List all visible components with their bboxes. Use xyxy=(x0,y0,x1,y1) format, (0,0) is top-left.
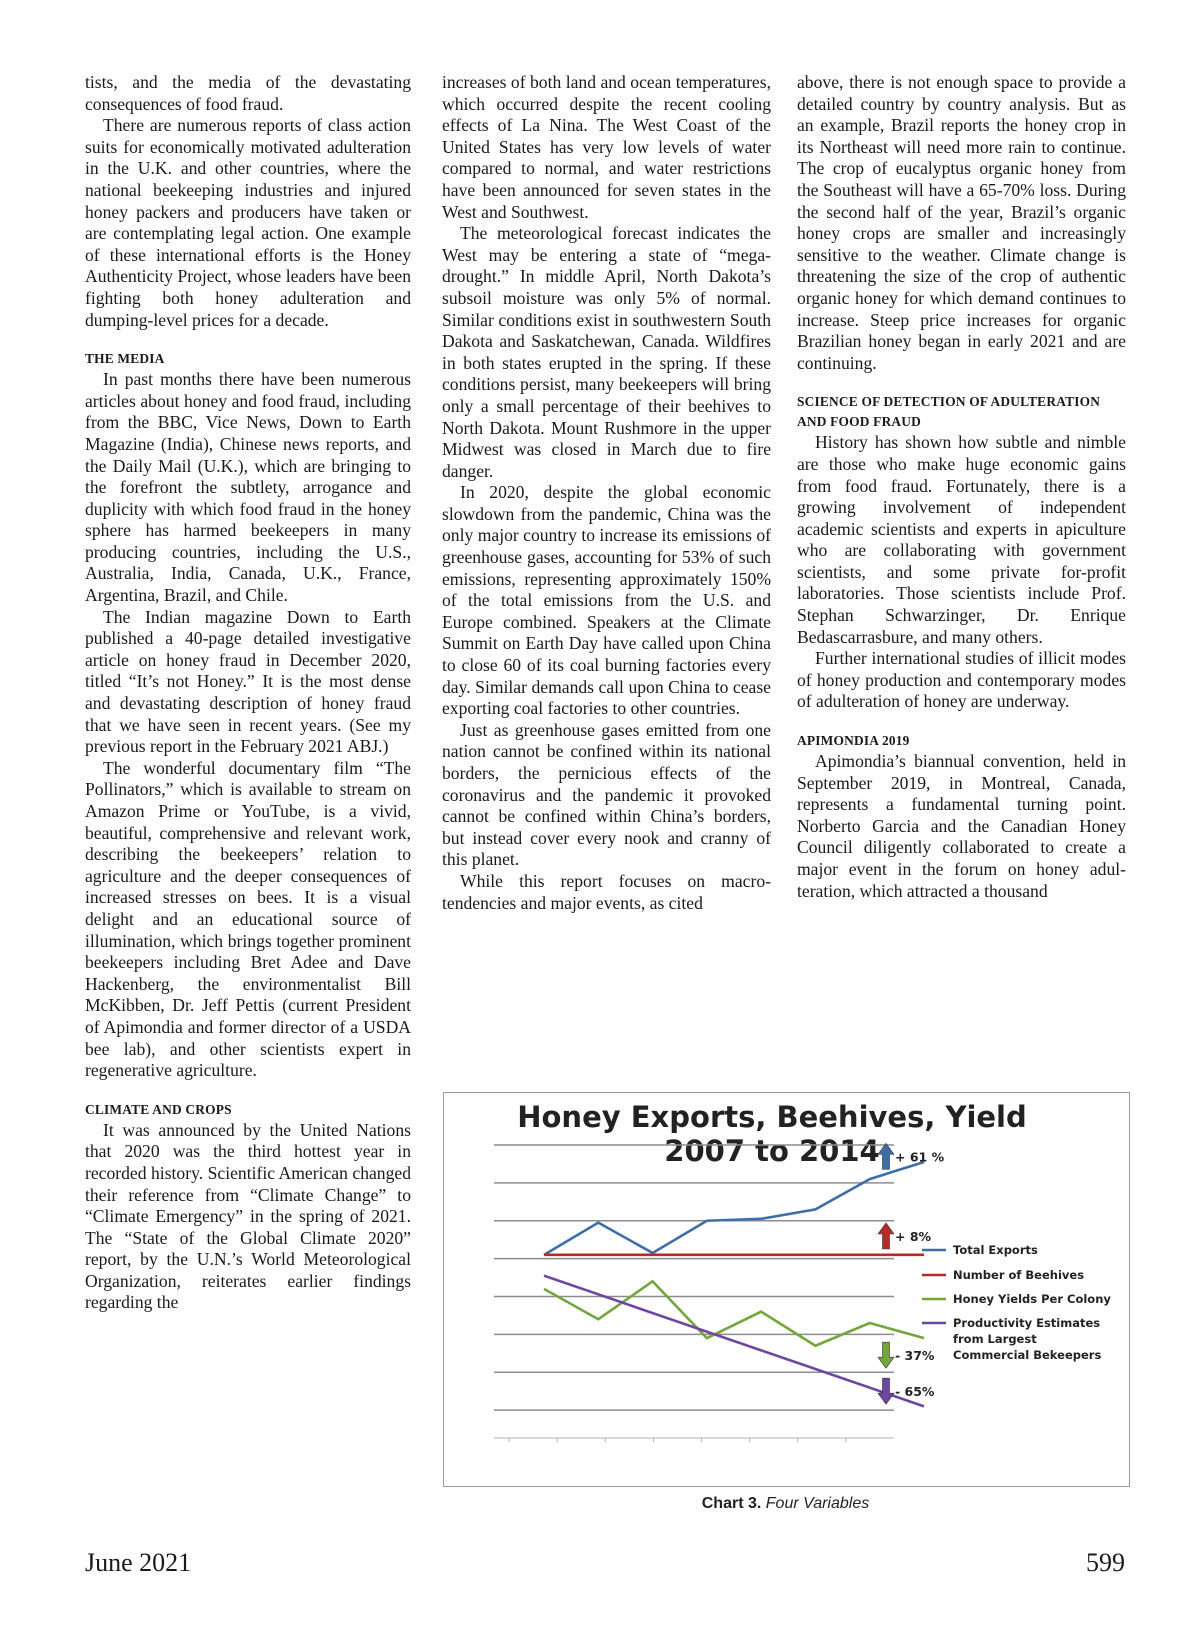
annotation-label-3: - 37% xyxy=(895,1348,935,1364)
section-heading-the-media: THE MEDIA xyxy=(85,351,165,367)
paragraph: Apimondia’s biannual convention, held in September 2019, in Montreal, Canada, represents a fundamental turning point. Norberto Garcia and the Canadian Honey Council diligently collaborated to create a major event in the forum on honey adulteration, which attracted a thousand xyxy=(797,751,1126,901)
annotation-label-2: + 8% xyxy=(895,1228,932,1244)
paragraph: increases of both land and ocean temperatures, which occurred despite the recent cooling effects of La Nina. The West Coast of the United States has very low levels of water compared to normal, and water restrictions have been announced for seven states in the West and Southwest. xyxy=(442,72,771,222)
legend-label-4: Productivity Estimates from Largest Commercial Bekeepers xyxy=(953,1316,1102,1362)
paragraph: There are numerous reports of class action suits for economically motivated adulteration in the U.K. and other countries, where the national beekeeping industries and injured honey packers and producers have taken or are contemplating legal action. One example of these international efforts is the Honey Authenticity Project, whose leaders have been fighting both honey adulteration and dumping-level prices for a decade. xyxy=(85,115,411,330)
annotation-label-4: - 65% xyxy=(895,1384,935,1400)
paragraph: The meteorological forecast indicates the West may be entering a state of “mega-drought.” In middle April, North Dakota’s subsoil moisture was only 5% of normal. Similar conditions exist in southwestern South Dakota and Saskatchewan, Canada. Wildfires in both states erupted in the spring. If these conditions persist, many beekeepers will bring only a small percentage of their beehives to North Dakota. Mount Rushmore in the upper Midwest was closed in March due to fire danger. xyxy=(442,223,771,481)
paragraph: Further international studies of illicit modes of honey production and contemporary modes of adulteration of honey are underway. xyxy=(797,648,1126,712)
paragraph: History has shown how subtle and nimble are those who make huge economic gains from food fraud. Fortunately, there is a growing involvement of independent academic scientists and experts in apiculture who are collaborating with government scientists, and some private for-profit laboratories. Those scientists include Prof. Stephan Schwarzinger, Dr. Enrique Bedascarrasbure, and many others. xyxy=(797,432,1126,647)
chart-caption xyxy=(443,1495,1128,1513)
paragraph: It was announced by the United Nations that 2020 was the third hottest year in recorded history. Scientific American changed their reference from “Climate Change” to “Climate Emergency” in the spring of 2021. The “State of the Global Climate 2020” report, by the U.N.’s World Meteorological Organization, reiterates earlier findings regarding the xyxy=(85,1119,411,1313)
paragraph: In 2020, despite the global economic slowdown from the pandemic, China was the only major country to increase its emissions of greenhouse gases, accounting for 53% of such emissions, representing approximately 150% of the total emissions from the U.S. and Europe combined. Speakers at the Climate Summit on Earth Day have called upon China to close 60 of its coal burning factories every day. Similar demands call upon China to cease exporting coal factories to other countries. xyxy=(442,482,771,719)
series-line-1 xyxy=(544,1162,924,1255)
footer-date: June 2021 xyxy=(85,1548,192,1577)
series-line-4 xyxy=(544,1276,924,1407)
chart-canvas xyxy=(444,1093,1129,1486)
footer-page-number: 599 xyxy=(1086,1548,1125,1577)
chart-title: Honey Exports, Beehives, Yield xyxy=(517,1100,1027,1134)
paragraph: While this report focuses on macro-tendencies and major events, as cited xyxy=(442,870,771,913)
chart-subtitle: 2007 to 2014 xyxy=(664,1134,880,1168)
chart-caption-label: Chart 3. xyxy=(701,1495,762,1512)
paragraph: The Indian magazine Down to Earth published a 40-page detailed investigative article on honey fraud in December 2020, titled “It’s not Honey.” It is the most dense and devastating description of honey fraud that we have seen in recent years. (See my previous report in the February 2021 ABJ.) xyxy=(85,606,411,757)
text-column-2 xyxy=(442,72,771,914)
paragraph: Just as greenhouse gases emitted from one nation cannot be confined within its national borders, the pernicious effects of the coronavirus and the pandemic it provoked cannot be confined within China’s borders, but instead cover every nook and cranny of this planet. xyxy=(442,719,771,870)
paragraph: tists, and the media of the devastating consequences of food fraud. xyxy=(85,72,411,114)
annotation-arrow-1 xyxy=(878,1143,894,1169)
annotation-arrow-3 xyxy=(878,1342,894,1368)
section-heading-science-of-detection: SCIENCE OF DETECTION OF ADULTERATION AND FOOD FRAUD xyxy=(797,394,1101,430)
paragraph: The wonderful documentary film “The Pollinators,” which is available to stream on Amazon Prime or YouTube, is a vivid, beautiful, comprehensive and relevant work, describing the beekeepers’ relation to agriculture and the deeper consequences of increased stresses on bees. It is a visual delight and an educational source of illumination, which brings together prominent beekeepers including Bret Adee and Dave Hackenberg, the environmentalist Bill McKibben, Dr. Jeff Pettis (current President of Apimondia and former director of a USDA bee lab), and other scientists expert in regenerative agriculture. xyxy=(85,757,411,1081)
chart-caption-text: Four Variables xyxy=(765,1495,870,1512)
paragraph: In past months there have been numerous articles about honey and food fraud, including from the BBC, Vice News, Down to Earth Magazine (India), Chinese news reports, and the Daily Mail (U.K.), which are bringing to the forefront the subtlety, arrogance and duplicity with which food fraud in the honey sphere has harmed beekeepers in many producing countries, including the U.S., Australia, India, Canada, U.K., France, Argentina, Brazil, and Chile. xyxy=(85,369,411,606)
series-line-3 xyxy=(544,1281,924,1345)
chart-figure xyxy=(443,1092,1130,1487)
annotation-arrow-2 xyxy=(878,1223,894,1249)
text-column-1 xyxy=(85,72,411,1314)
legend-label-1: Total Exports xyxy=(953,1243,1038,1257)
text-column-3 xyxy=(797,72,1126,902)
annotation-label-1: + 61 % xyxy=(895,1149,945,1165)
legend-label-2: Number of Beehives xyxy=(953,1268,1085,1282)
paragraph: above, there is not enough space to provide a detailed country by country analysis. But as an example, Brazil reports the honey crop in its Northeast will need more rain to continue. The crop of eucalyptus organic honey from the Southeast will have a 65-70% loss. During the second half of the year, Brazil’s organic honey crops are smaller and increasingly sensitive to the weather. Climate change is threatening the size of the crop of authentic organic honey for which demand continues to increase. Steep price increases for organic Brazilian honey began in early 2021 and are continuing. xyxy=(797,72,1126,373)
section-heading-apimondia-2019: APIMONDIA 2019 xyxy=(797,733,910,749)
section-heading-climate-and-crops: CLIMATE AND CROPS xyxy=(85,1101,232,1117)
legend-label-3: Honey Yields Per Colony xyxy=(953,1292,1111,1306)
